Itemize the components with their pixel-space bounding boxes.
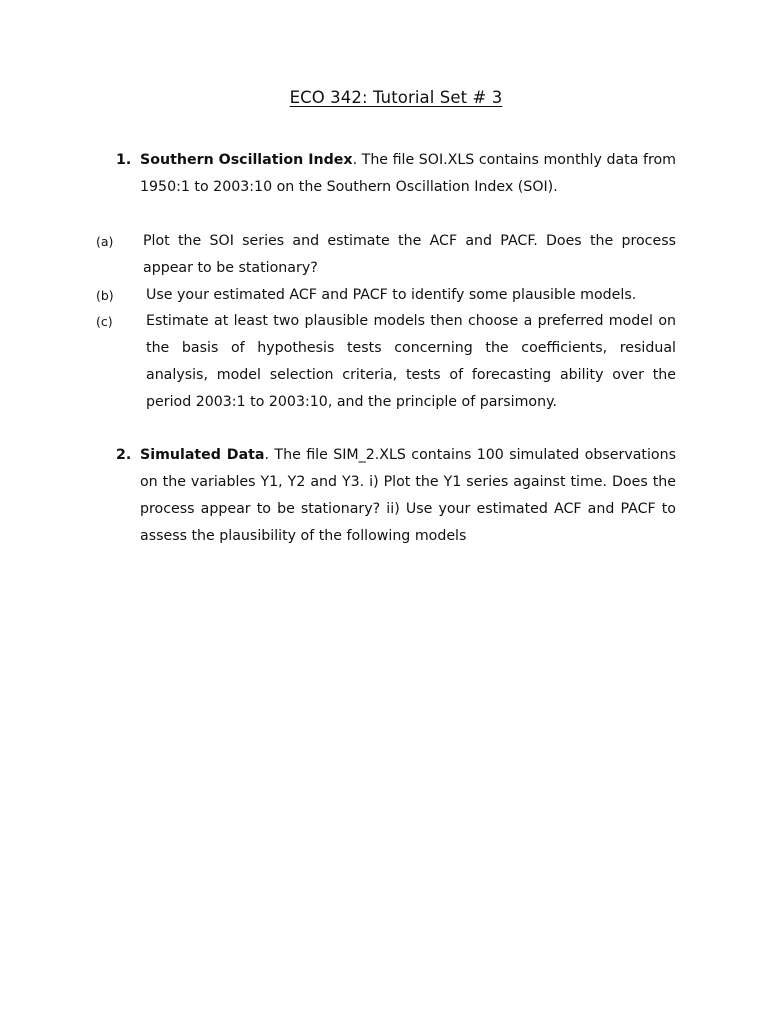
question-1-part-b: [96, 282, 676, 309]
question-number: 2.: [116, 447, 132, 463]
part-label: (b): [96, 288, 114, 303]
part-text: Estimate at least two plausible models then choose a preferred model on the basis of hypothesis tests concerning the coefficients, residual analysis, model selection criteria, tests of forecasting ability over the period 2003:1 to 2003:10, and the principle of parsimony.: [146, 313, 676, 410]
question-1: [116, 147, 676, 201]
part-label: (a): [96, 234, 114, 249]
question-text: . The file SIM_2.XLS contains 100 simulated observations on the variables Y1, Y2 and Y3. i) Plot the Y1 series against time. Does the process appear to be stationary? ii) Use your estimated ACF and PACF to assess the plausibility of the following models: [140, 447, 676, 544]
question-number: 1.: [116, 152, 132, 168]
question-1-part-a: [96, 228, 676, 282]
question-2: [116, 442, 676, 550]
question-body: [140, 147, 676, 201]
part-text: Plot the SOI series and estimate the ACF and PACF. Does the process appear to be stationary?: [143, 233, 676, 276]
question-text: . The file SOI.XLS contains monthly data from 1950:1 to 2003:10 on the Southern Oscillation Index (SOI).: [140, 152, 676, 195]
part-label: (c): [96, 314, 113, 329]
part-text: Use your estimated ACF and PACF to identify some plausible models.: [146, 287, 637, 303]
question-1-part-c: [96, 308, 676, 416]
page-title: ECO 342: Tutorial Set # 3: [289, 88, 503, 107]
question-heading: Southern Oscillation Index: [140, 152, 353, 168]
question-body: [140, 442, 676, 550]
question-heading: Simulated Data: [140, 447, 265, 463]
